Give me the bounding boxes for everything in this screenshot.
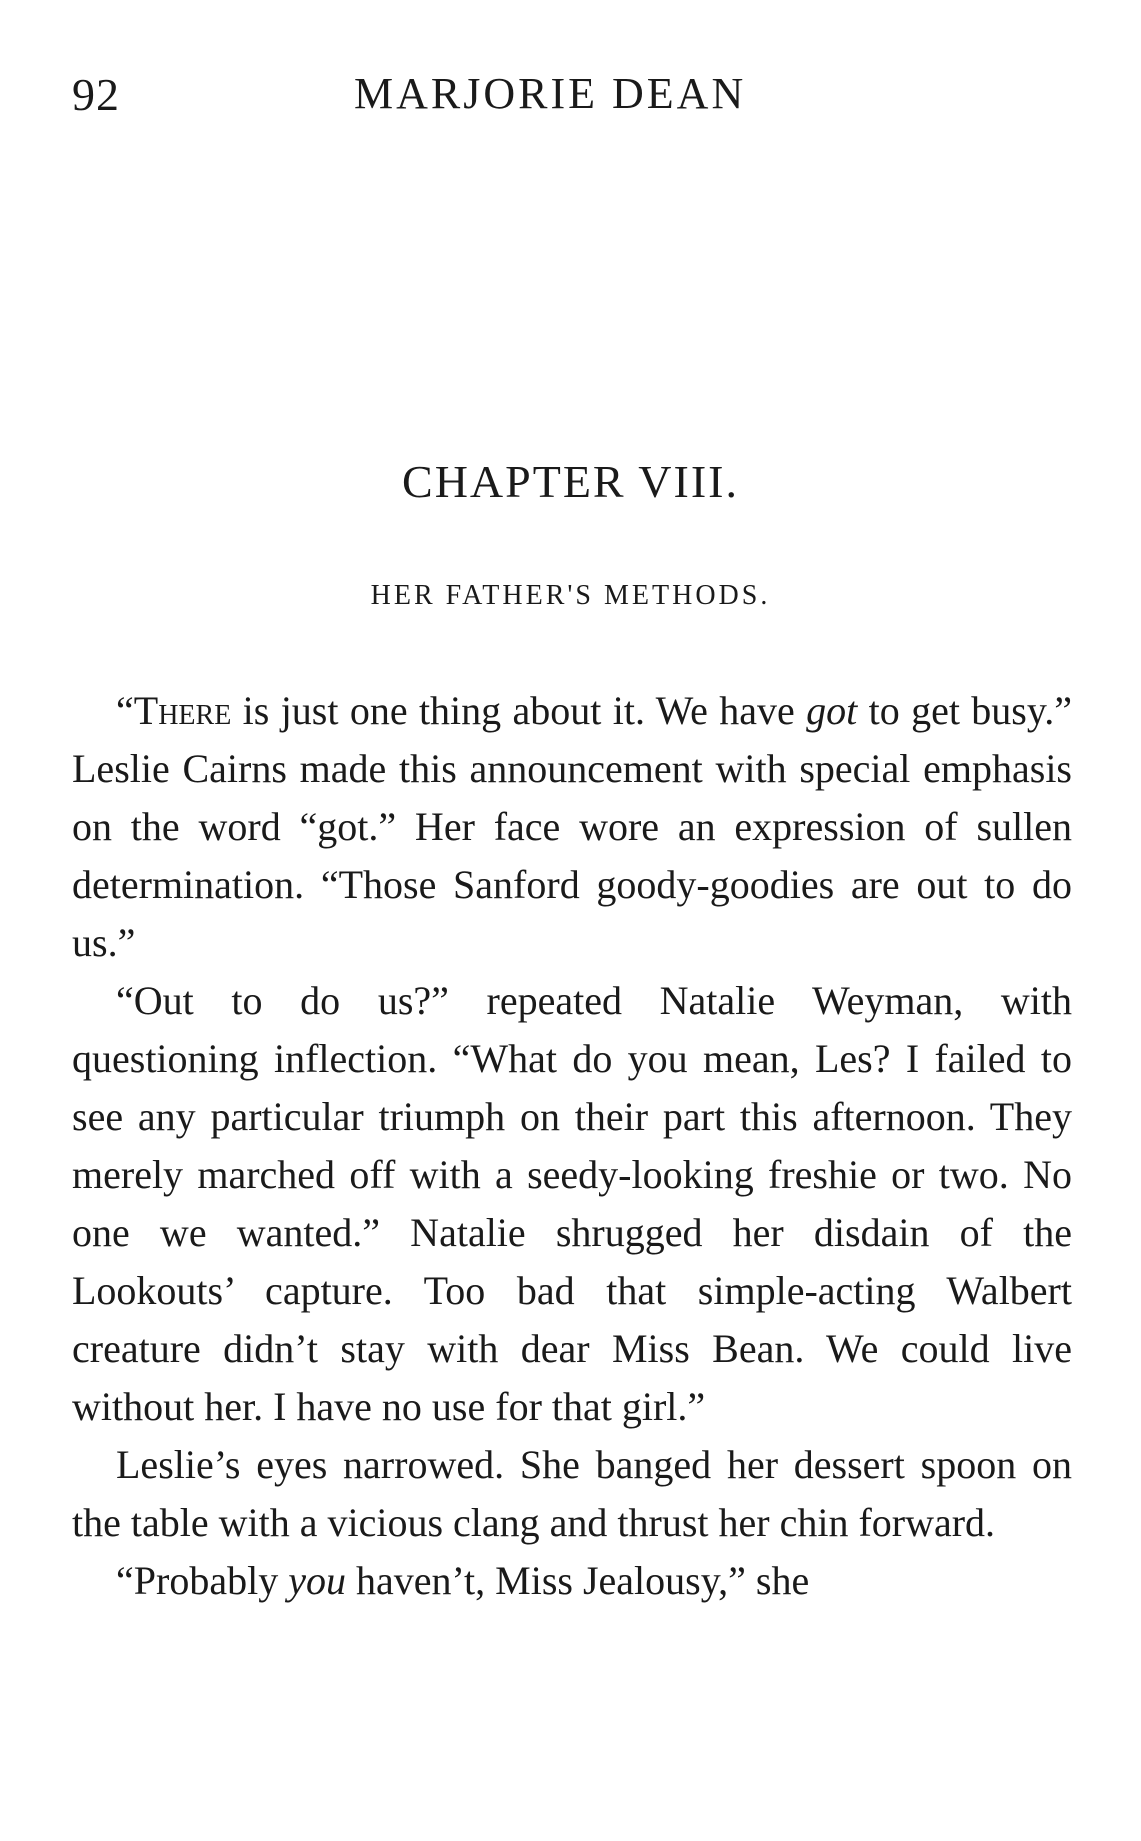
open-quote: “ bbox=[116, 688, 134, 733]
paragraph-text: is just one thing about it. We have bbox=[231, 688, 807, 733]
running-head bbox=[72, 68, 1051, 128]
emphasis: you bbox=[288, 1558, 346, 1603]
paragraph bbox=[72, 1552, 1072, 1610]
emphasis: got bbox=[806, 688, 858, 733]
paragraph: Leslie’s eyes narrowed. She banged her dessert spoon on the table with a vicious clang and thrust her chin forward. bbox=[72, 1442, 1072, 1545]
body-text bbox=[72, 682, 1072, 1610]
chapter-subtitle: HER FATHER'S METHODS. bbox=[370, 580, 771, 611]
paragraph: “Out to do us?” repeated Natalie Weyman, with questioning inflection. “What do you mean, Les? I failed to see any particular triumph on their part this afternoon. They merely marched off with a seedy-looking freshie or two. No one we wanted.” Natalie shrugged her disdain of the Lookouts’ capture. Too bad that simple-acting Walbert creature didn’t stay with dear Miss Bean. We could live without her. I have no use for that girl.” bbox=[72, 978, 1072, 1429]
page-number: 92 bbox=[72, 69, 120, 120]
paragraph bbox=[72, 682, 1072, 972]
paragraph-text: to get busy.” Leslie Cairns made this announcement with special emphasis on the word “got.” Her face wore an expression of sullen determination. “Those Sanford goody-goodies are out to do us.” bbox=[72, 688, 1073, 965]
chapter-title: CHAPTER VIII. bbox=[402, 456, 739, 507]
book-title: MARJORIE DEAN bbox=[354, 69, 747, 118]
paragraph-text: haven’t, Miss Jealousy,” she bbox=[345, 1558, 810, 1603]
paragraph-text: “Probably bbox=[116, 1558, 289, 1603]
lead-word: There bbox=[133, 688, 232, 733]
